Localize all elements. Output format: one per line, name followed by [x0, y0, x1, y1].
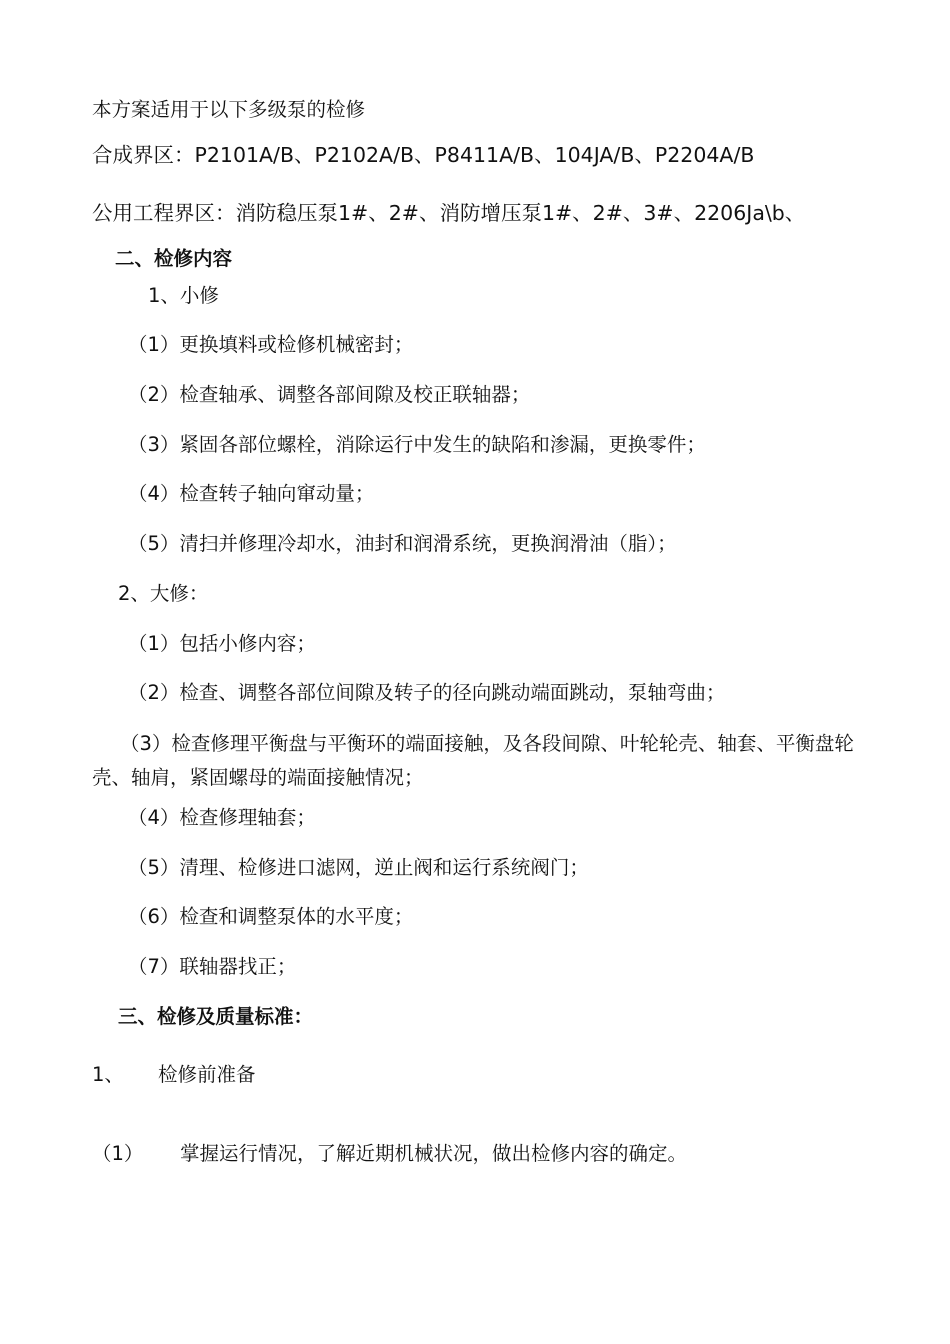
prep-item: [92, 1140, 687, 1168]
prep-item-text: 掌握运行情况，了解近期机械状况，做出检修内容的确定。: [180, 1142, 688, 1165]
section-3-heading: 三、检修及质量标准：: [118, 1005, 314, 1028]
major-item: （7）联轴器找正；: [128, 955, 297, 978]
minor-item: （5）清扫并修理冷却水，油封和润滑系统，更换润滑油（脂）；: [128, 532, 677, 555]
minor-item: （4）检查转子轴向窜动量；: [128, 482, 375, 505]
section-2-heading: 二、检修内容: [115, 247, 233, 270]
minor-item: （1）更换填料或检修机械密封；: [128, 333, 414, 356]
prep-text: 检修前准备: [158, 1063, 256, 1086]
synthesis-zone-line: 合成界区：P2101A/B、P2102A/B、P8411A/B、104JA/B、P2204A/B: [92, 143, 755, 167]
major-item: （5）清理、检修进口滤网，逆止阀和运行系统阀门；: [128, 856, 589, 879]
major-item: （4）检查修理轴套；: [128, 806, 316, 829]
minor-repair-heading: 1、小修: [148, 284, 219, 307]
prep-heading: [92, 1061, 256, 1089]
major-repair-heading: 2、大修：: [118, 582, 209, 605]
major-item: （1）包括小修内容；: [128, 632, 316, 655]
minor-item: （3）紧固各部位螺栓，消除运行中发生的缺陷和渗漏，更换零件；: [128, 433, 706, 456]
intro-line: 本方案适用于以下多级泵的检修: [92, 98, 366, 121]
prep-item-number: （1）: [92, 1142, 144, 1165]
major-item: （3）检查修理平衡盘与平衡环的端面接触，及各段间隙、叶轮轮壳、轴套、平衡盘轮壳、轴肩，紧固螺母的端面接触情况；: [92, 732, 854, 789]
minor-item: （2）检查轴承、调整各部间隙及校正联轴器；: [128, 383, 531, 406]
major-item: （2）检查、调整各部位间隙及转子的径向跳动端面跳动，泵轴弯曲；: [128, 681, 726, 704]
prep-number: 1、: [92, 1063, 124, 1086]
utility-zone-line: 公用工程界区：消防稳压泵1#、2#、消防增压泵1#、2#、3#、2206Ja\b、: [92, 201, 806, 225]
major-item: （6）检查和调整泵体的水平度；: [128, 905, 414, 928]
